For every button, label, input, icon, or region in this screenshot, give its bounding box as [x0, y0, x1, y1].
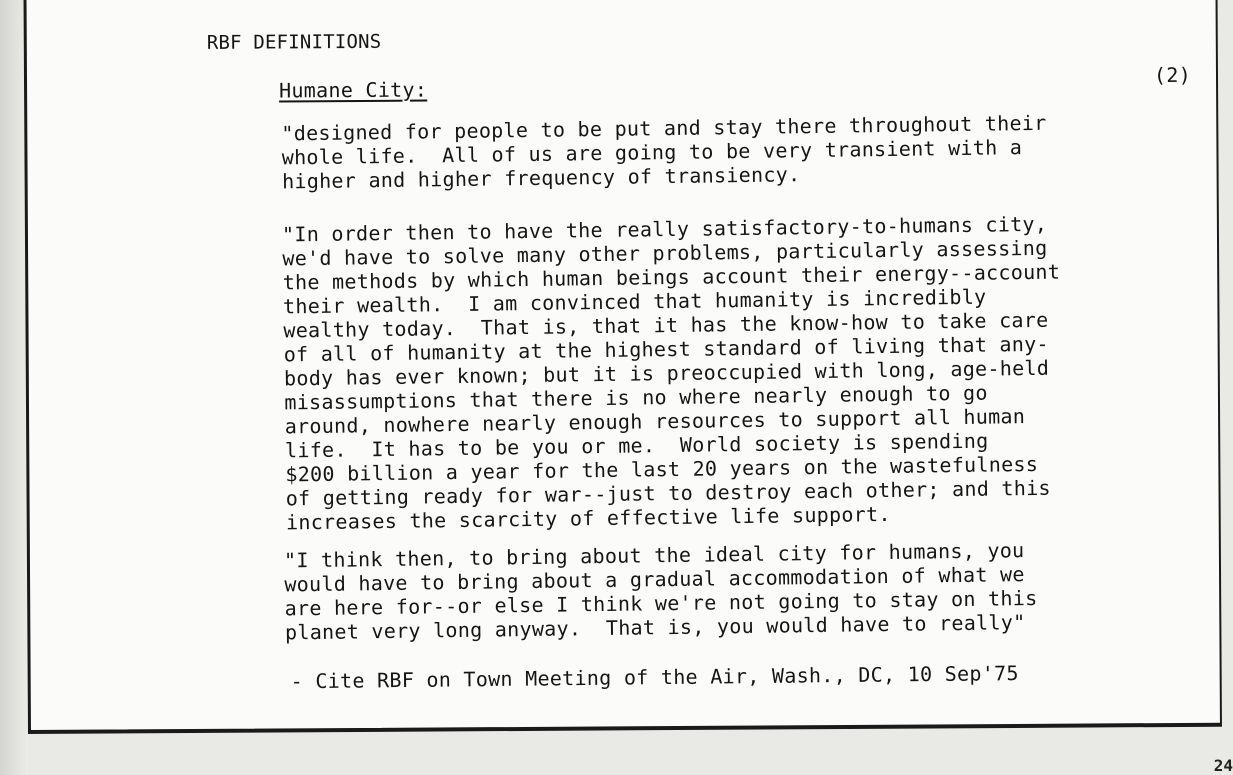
term-title: Humane City:: [279, 77, 428, 103]
quote-paragraph-3: "I think then, to bring about the ideal city for humans, you would have to bring about a gradual accommodation of what we are here for--or else I think we're not going to stay on this planet very long anyway. That is, you would have to really": [283, 538, 1038, 645]
scan-page-number: 24: [1213, 756, 1233, 775]
quote-paragraph-2: "In order then to have the really satisfactory-to-humans city, we'd have to solve many other problems, particularly assessing the methods by which human beings account their energy--account their wealth. I am convinced that humanity is incredibly wealthy today. That is, that it has the know-how to take care of all of humanity at the highest standard of living that any- body has ever known; but it is preoccupied with long, age-held misassumptions that there is no where nearly enough to go around, nowhere nearly enough resources to support all human life. It has to be you or me. World society is spending $200 billion a year for the last 20 years on the wastefulness of getting ready for war--just to destroy each other; and this increases the scarcity of effective life support.: [281, 211, 1061, 535]
card-heading: RBF DEFINITIONS: [206, 30, 382, 54]
index-card: [23, 0, 1221, 734]
quote-paragraph-1: "designed for people to be put and stay there throughout their whole life. All of us are going to be very transient with a higher and higher frequency of transiency.: [281, 110, 1047, 194]
citation: - Cite RBF on Town Meeting of the Air, Wash., DC, 10 Sep'75: [290, 661, 1019, 694]
page-number: (2): [1153, 62, 1192, 88]
